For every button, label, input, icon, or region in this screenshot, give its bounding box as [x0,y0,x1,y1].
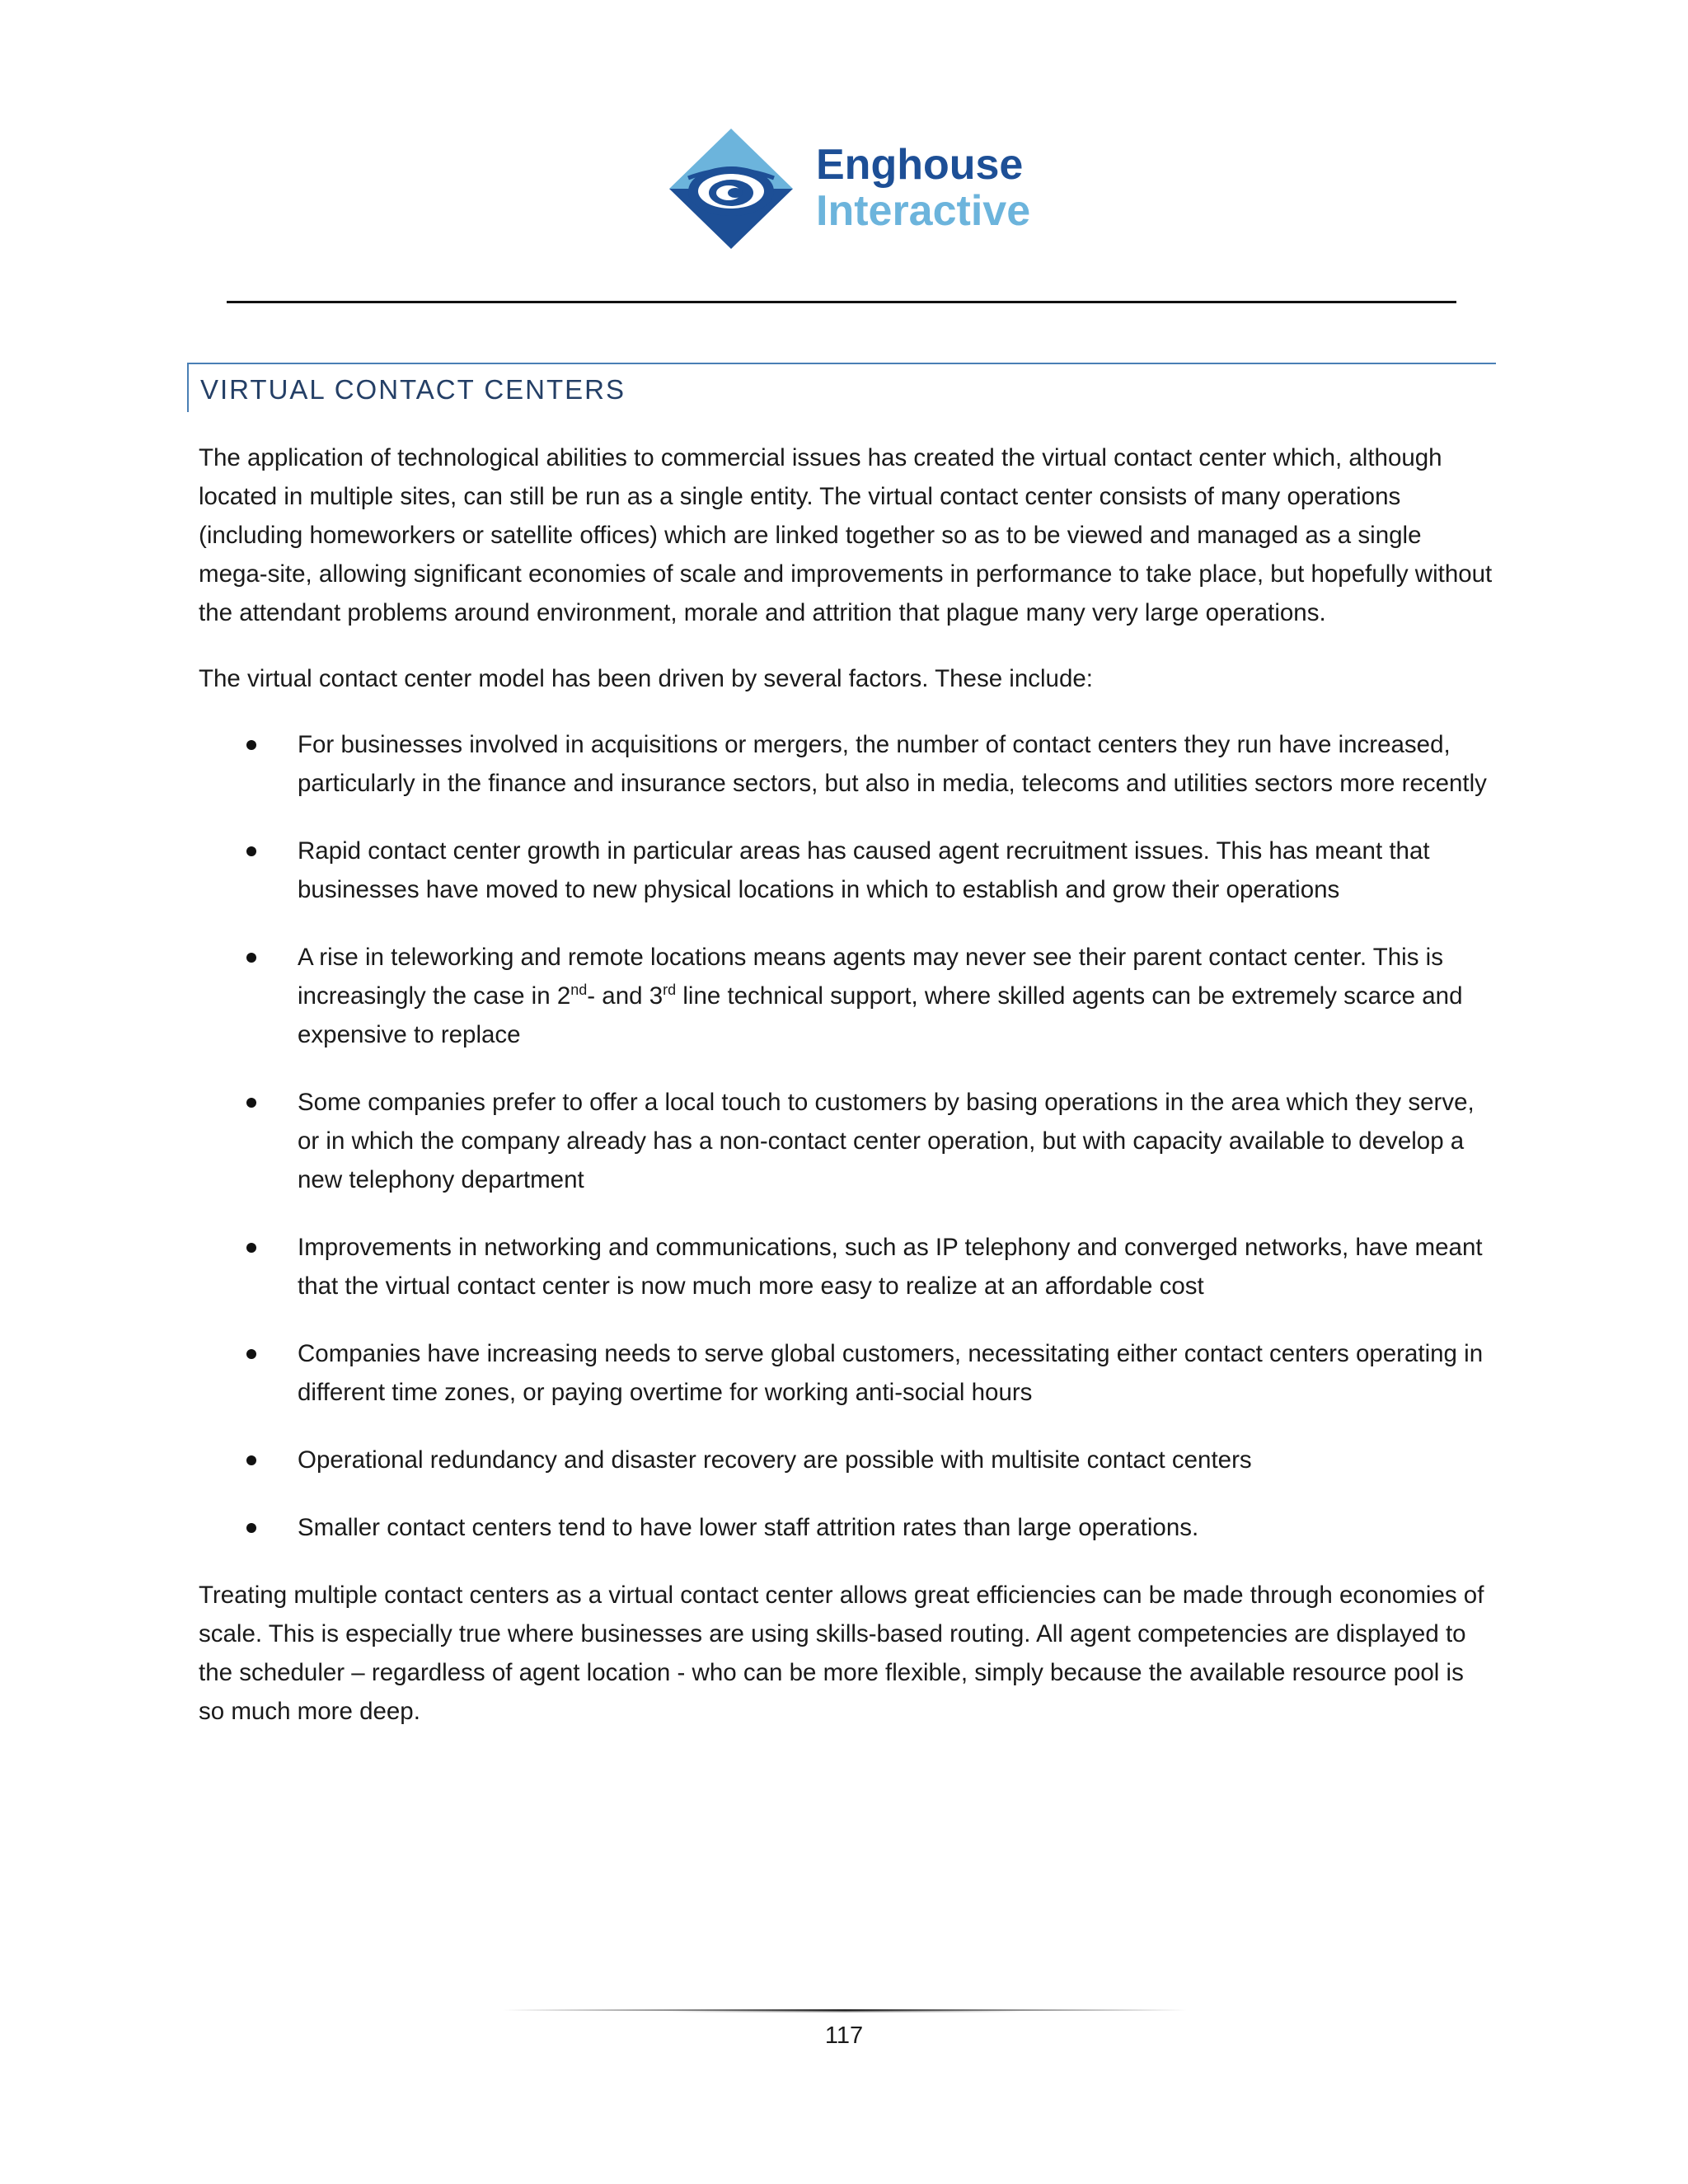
enghouse-eye-diamond-icon [669,129,793,249]
list-item [199,1334,1493,1412]
page-number: 117 [824,2022,864,2049]
section-heading [187,363,1496,412]
logo-word-interactive: Interactive [816,187,1031,235]
section-title: VIRTUAL CONTACT CENTERS [200,374,626,405]
list-item-text-part: line technical support, where skilled agents can be extremely scarce and expensive to replace [298,982,1463,1048]
list-item-text-part: A rise in teleworking and remote locations means agents may never see their parent contact center. This is increasingly the case in 2 [298,944,1443,1010]
header-divider [227,301,1456,303]
paragraph-conclusion: Treating multiple contact centers as a virtual contact center allows great efficiencies can be made through economies of scale. This is especially true where businesses are using skills-based routing. All agent competencies are displayed to the scheduler – regardless of agent location - who can be more flexible, simply because the available resource pool is so much more deep. [199,1582,1484,1725]
list-item-text: Operational redundancy and disaster recovery are possible with multisite contact centers [298,1446,1252,1474]
bullet-icon [246,1098,256,1108]
paragraph-intro: The application of technological abilities to commercial issues has created the virtual contact center which, although located in multiple sites, can still be run as a single entity. The virtual contact center consists of many operations (including homeworkers or satellite offices) which are linked together so as to be viewed and managed as a single mega-site, allowing significant economies of scale and improvements in performance to take place, but hopefully without the attendant problems around environment, morale and attrition that plague many very large operations. [199,444,1493,626]
bullet-icon [246,1455,256,1465]
list-item-text-part: - and 3 [587,982,663,1010]
factors-list [199,725,1493,1547]
list-item-text: Smaller contact centers tend to have lower staff attrition rates than large operations. [298,1514,1199,1541]
bullet-icon [246,953,256,963]
body-content [199,438,1493,1758]
list-item [199,832,1493,909]
bullet-icon [246,846,256,856]
list-item-text: Some companies prefer to offer a local touch to customers by basing operations in the area which they serve, or in which the company already has a non-contact center operation, but with capacity available to develop a new telephony department [298,1089,1475,1193]
company-logo [669,125,1031,253]
section-heading-rule [189,363,1496,364]
list-item [199,725,1493,803]
list-item [199,1083,1493,1199]
bullet-icon [246,1349,256,1359]
logo-word-enghouse: Enghouse [816,141,1024,189]
footer-divider [503,2008,1187,2013]
superscript-nd: nd [570,982,588,999]
list-item-text: Companies have increasing needs to serve global customers, necessitating either contact centers operating in different time zones, or paying overtime for working anti-social hours [298,1340,1484,1406]
paragraph-factors-lead: The virtual contact center model has been driven by several factors. These include: [199,665,1093,692]
list-item [199,1228,1493,1305]
list-item-text: Improvements in networking and communications, such as IP telephony and converged networks, have meant that the virtual contact center is now much more easy to realize at an affordable cost [298,1234,1483,1300]
bullet-icon [246,740,256,750]
list-item-text: For businesses involved in acquisitions or mergers, the number of contact centers they run have increased, particularly in the finance and insurance sectors, but also in media, telecoms and utilities sectors more recently [298,731,1487,797]
superscript-rd: rd [663,982,677,999]
list-item [199,1441,1493,1479]
list-item-text [298,944,1462,1048]
list-item-text: Rapid contact center growth in particular areas has caused agent recruitment issues. This has meant that businesses have moved to new physical locations in which to establish and grow their operations [298,837,1430,903]
list-item [199,938,1493,1054]
bullet-icon [246,1523,256,1533]
bullet-icon [246,1243,256,1253]
list-item [199,1508,1493,1547]
